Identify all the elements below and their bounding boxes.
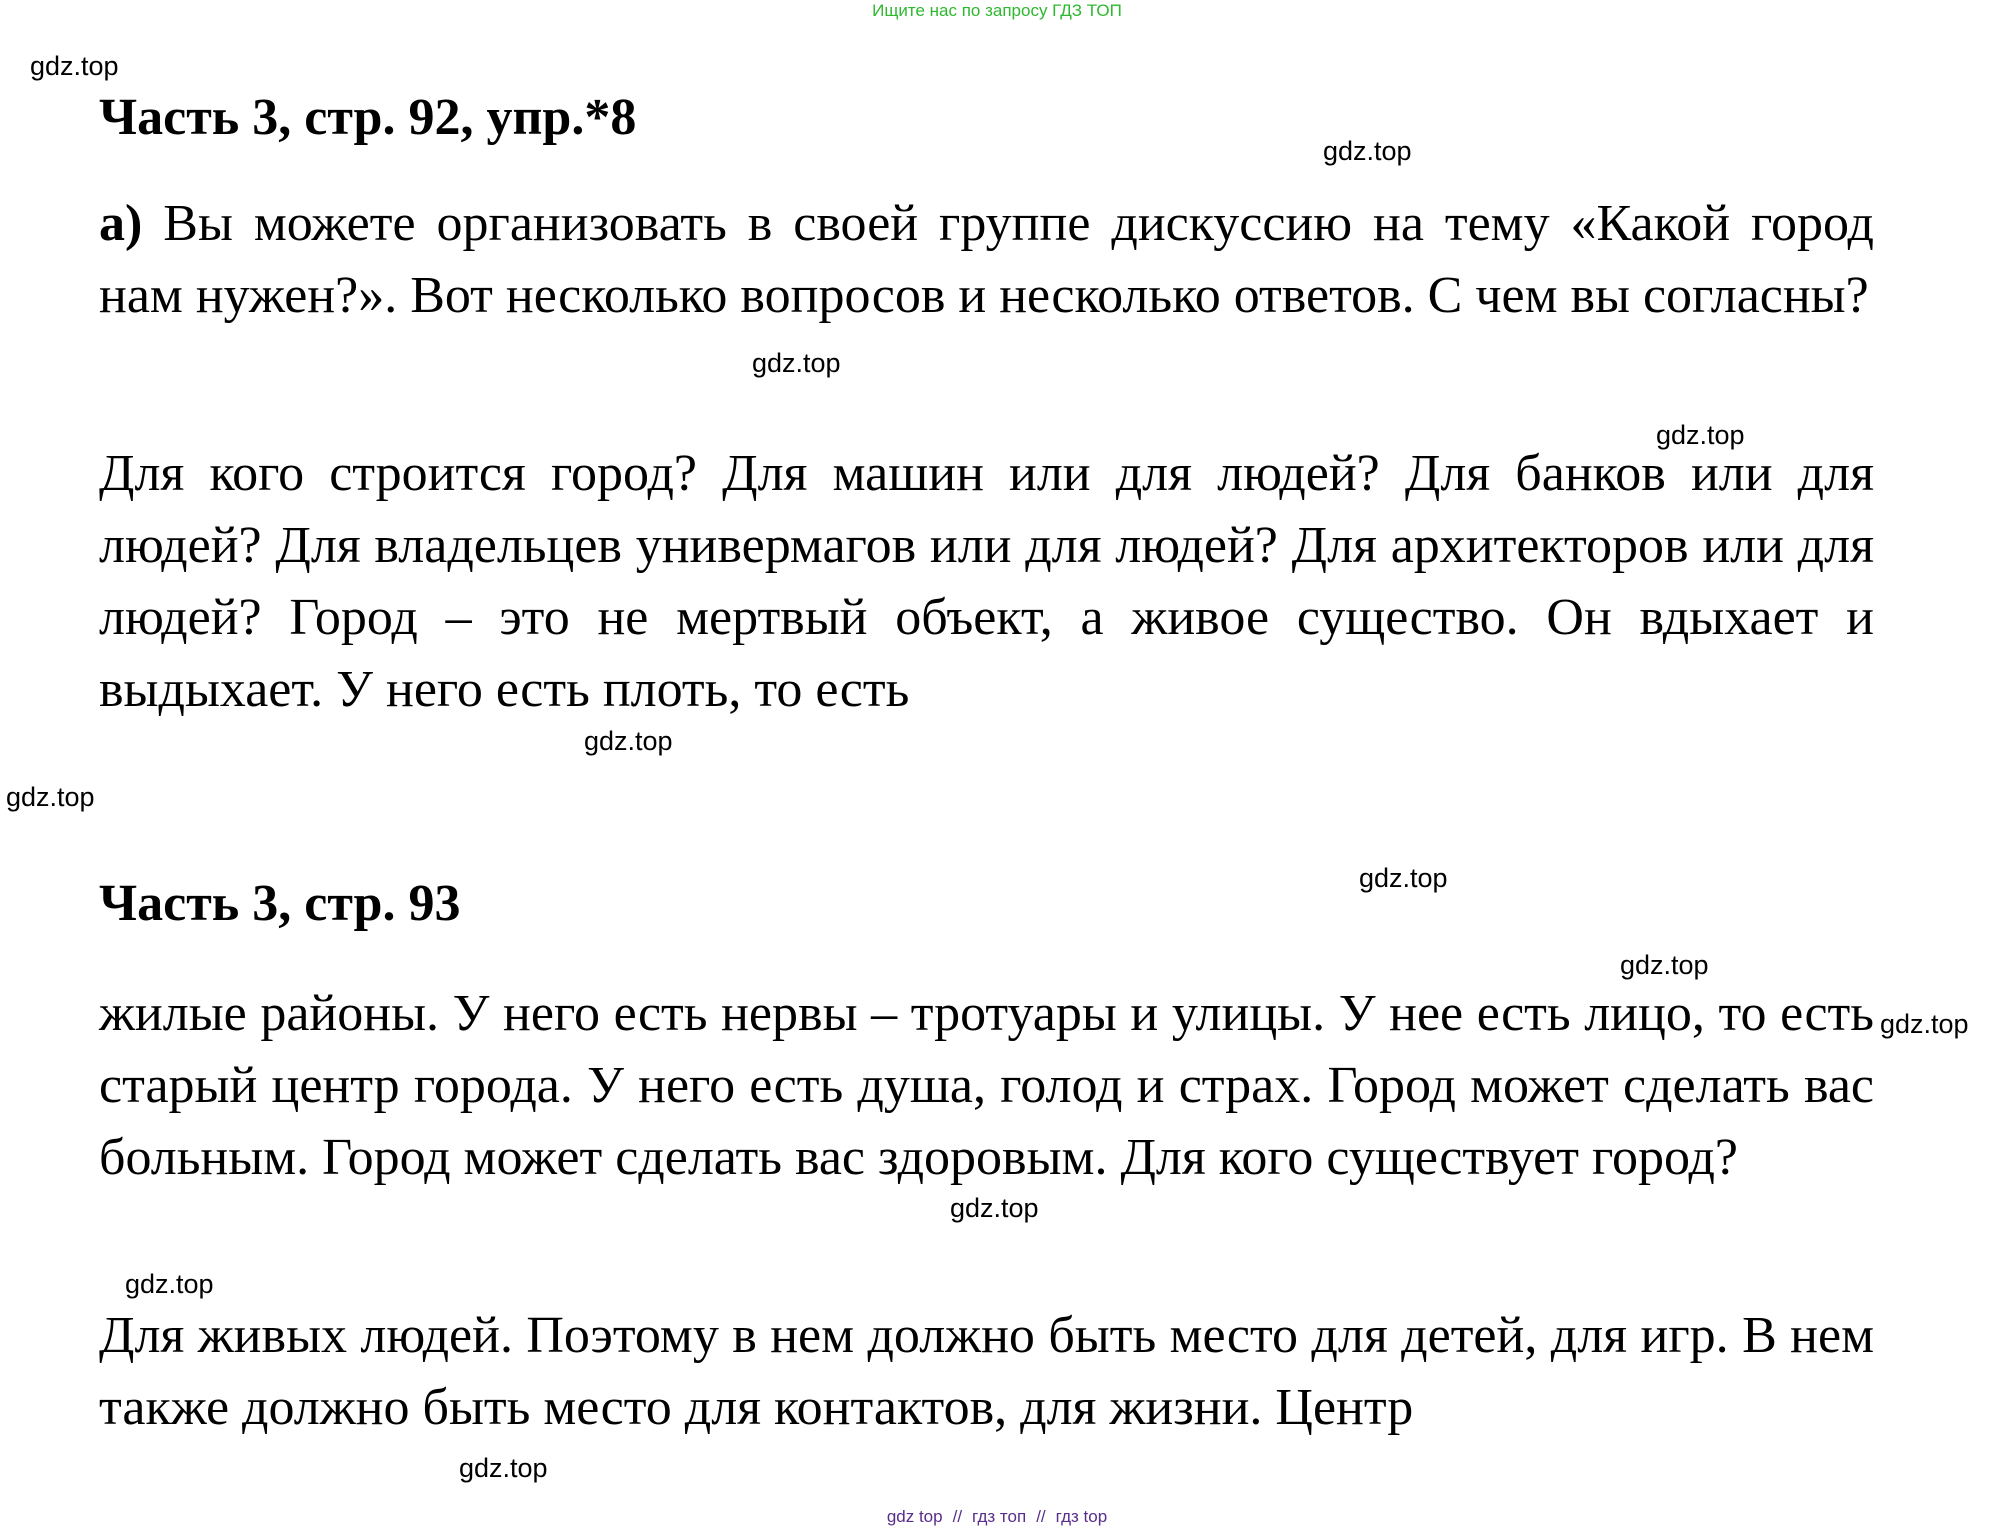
watermark: gdz.top [6, 782, 95, 812]
footer-link-gdz-top-mixed[interactable]: гдз top [1055, 1507, 1108, 1526]
paragraph-living-people: Для живых людей. Поэтому в нем должно быть место для детей, для игр. В нем также должно быть место для контактов, для жизни. Центр [99, 1307, 1874, 1436]
watermark: gdz.top [1620, 950, 1709, 980]
footer-links [0, 1506, 1994, 1528]
watermark: gdz.top [1656, 420, 1745, 450]
footer-link-gdz-top-ru[interactable]: гдз топ [972, 1507, 1027, 1526]
watermark: gdz.top [1880, 1009, 1969, 1039]
task-marker: а) [99, 195, 143, 252]
watermark: gdz.top [1323, 136, 1412, 166]
paragraph-task-a [99, 188, 1874, 332]
task-a-text: Вы можете организовать в своей группе дискуссию на тему «Какой город нам нужен?». Вот несколько вопросов и несколько ответов. С чем вы согласны? [99, 195, 1874, 324]
top-banner: Ищите нас по запросу ГДЗ ТОП [872, 1, 1122, 20]
watermark: gdz.top [1359, 863, 1448, 893]
footer-separator: // [952, 1507, 963, 1526]
watermark: gdz.top [584, 726, 673, 756]
paragraph-city-body: жилые районы. У него есть нервы – тротуары и улицы. У нее есть лицо, то есть старый центр города. У него есть душа, голод и страх. Город может сделать вас больным. Город может сделать вас здоровым. Для кого существует город? [99, 985, 1874, 1186]
watermark: gdz.top [30, 51, 119, 81]
watermark: gdz.top [950, 1193, 1039, 1223]
section-heading-part3-p92: Часть 3, стр. 92, упр.*8 [99, 89, 637, 146]
section-heading-part3-p93: Часть 3, стр. 93 [99, 875, 461, 932]
watermark: gdz.top [459, 1453, 548, 1483]
footer-separator: // [1036, 1507, 1046, 1526]
paragraph-questions: Для кого строится город? Для машин или для людей? Для банков или для людей? Для владельцев универмагов или для людей? Для архитекторов или для людей? Город – это не мертвый объект, а живое существо. Он вдыхает и выдыхает. У него есть плоть, то есть [99, 445, 1874, 718]
footer-link-gdz-top[interactable]: gdz top [886, 1507, 943, 1526]
watermark: gdz.top [125, 1269, 214, 1299]
watermark: gdz.top [752, 348, 841, 378]
